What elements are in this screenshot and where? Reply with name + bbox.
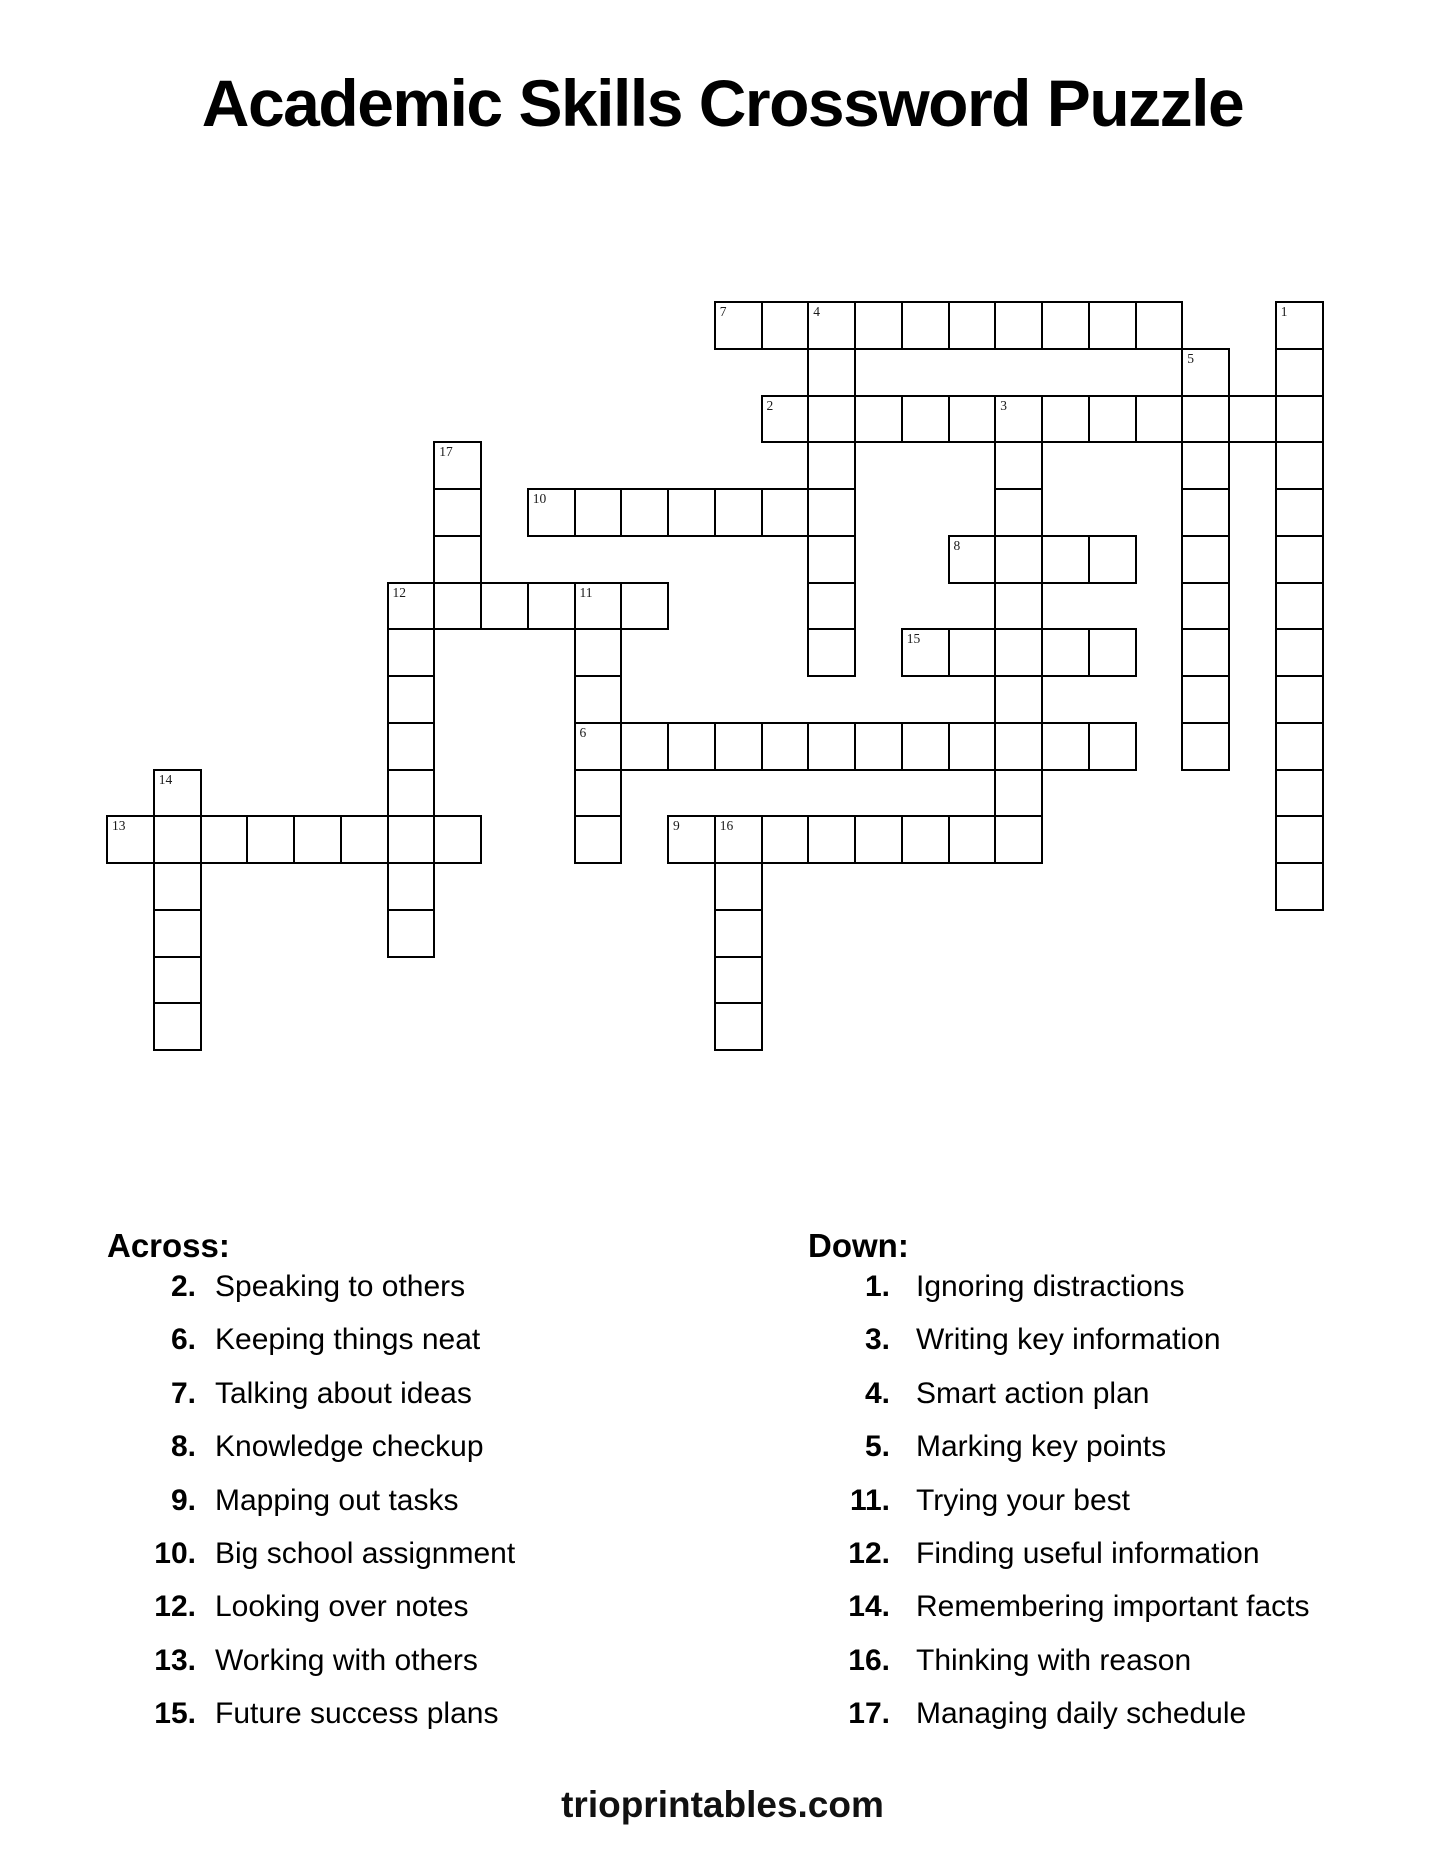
- grid-cell[interactable]: [854, 815, 903, 864]
- grid-cell[interactable]: [527, 582, 576, 631]
- crossword-grid: [106, 301, 1324, 1051]
- grid-cell[interactable]: [994, 582, 1043, 631]
- grid-cell[interactable]: [153, 769, 202, 818]
- grid-cell[interactable]: [1275, 301, 1324, 350]
- grid-cell[interactable]: [1181, 675, 1230, 724]
- grid-cell[interactable]: [1088, 628, 1137, 677]
- grid-cell[interactable]: [667, 815, 716, 864]
- clue-text: Writing key information: [916, 1323, 1221, 1357]
- grid-cell[interactable]: [667, 722, 716, 771]
- clue-number: 17.: [848, 1697, 890, 1731]
- grid-cell[interactable]: [433, 815, 482, 864]
- across-clue-item: [107, 1694, 747, 1747]
- cell-number: 5: [1187, 350, 1194, 366]
- across-clue-list: [107, 1267, 747, 1748]
- cell-number: 17: [439, 444, 453, 460]
- grid-cell[interactable]: [1181, 441, 1230, 490]
- cell-number: 13: [112, 818, 126, 834]
- grid-cell[interactable]: [387, 582, 436, 631]
- clue-number: 12.: [154, 1590, 196, 1624]
- grid-cell[interactable]: [153, 956, 202, 1005]
- cell-number: 11: [579, 584, 593, 600]
- across-clues-section: [107, 1226, 747, 1748]
- grid-cell[interactable]: [807, 395, 856, 444]
- across-clue-item: [107, 1641, 747, 1694]
- grid-cell[interactable]: [620, 722, 669, 771]
- cell-number: 16: [719, 818, 734, 834]
- grid-cell[interactable]: [807, 815, 856, 864]
- down-clue-item: [808, 1587, 1445, 1640]
- grid-cell[interactable]: [807, 628, 856, 677]
- grid-cell[interactable]: [994, 628, 1043, 677]
- grid-cell[interactable]: [994, 815, 1043, 864]
- grid-cell[interactable]: [387, 675, 436, 724]
- cell-number: 12: [392, 584, 406, 600]
- grid-cell[interactable]: [994, 395, 1043, 444]
- grid-cell[interactable]: [948, 301, 997, 350]
- grid-cell[interactable]: [387, 909, 436, 958]
- grid-cell[interactable]: [153, 862, 202, 911]
- grid-cell[interactable]: [527, 488, 576, 537]
- grid-cell[interactable]: [948, 535, 997, 584]
- clue-number: 14.: [848, 1590, 890, 1624]
- grid-cell[interactable]: [761, 722, 810, 771]
- clue-number: 12.: [848, 1536, 890, 1570]
- clue-number: 10.: [154, 1536, 196, 1570]
- grid-cell[interactable]: [854, 301, 903, 350]
- grid-cell[interactable]: [807, 582, 856, 631]
- cell-number: 15: [906, 631, 921, 647]
- grid-cell[interactable]: [1041, 722, 1090, 771]
- grid-cell[interactable]: [714, 722, 763, 771]
- grid-cell[interactable]: [994, 301, 1043, 350]
- grid-cell[interactable]: [1088, 301, 1137, 350]
- page-title: Academic Skills Crossword Puzzle: [201, 66, 1244, 140]
- down-clue-item: [808, 1267, 1445, 1320]
- grid-cell[interactable]: [994, 769, 1043, 818]
- clue-number: 15.: [154, 1697, 196, 1731]
- clue-text: Big school assignment: [215, 1536, 516, 1570]
- across-clue-item: [107, 1427, 747, 1480]
- grid-cell[interactable]: [807, 301, 856, 350]
- down-clue-list: [808, 1267, 1445, 1748]
- grid-cell[interactable]: [1275, 348, 1324, 397]
- grid-cell[interactable]: [574, 628, 623, 677]
- grid-cell[interactable]: [1228, 395, 1277, 444]
- grid-cell[interactable]: [1041, 535, 1090, 584]
- grid-cell[interactable]: [480, 582, 529, 631]
- grid-cell[interactable]: [106, 815, 155, 864]
- clue-number: 7.: [170, 1376, 196, 1410]
- clue-text: Keeping things neat: [215, 1323, 481, 1357]
- grid-cell[interactable]: [807, 535, 856, 584]
- grid-cell[interactable]: [340, 815, 389, 864]
- grid-cell[interactable]: [1181, 395, 1230, 444]
- cell-number: 6: [579, 724, 587, 740]
- grid-cell[interactable]: [1181, 348, 1230, 397]
- across-clue-item: [107, 1320, 747, 1373]
- grid-cell[interactable]: [714, 1002, 763, 1051]
- grid-cell[interactable]: [714, 909, 763, 958]
- grid-cell[interactable]: [807, 488, 856, 537]
- grid-cell[interactable]: [1181, 722, 1230, 771]
- grid-cell[interactable]: [433, 582, 482, 631]
- grid-cell[interactable]: [901, 301, 950, 350]
- cell-number: 14: [158, 771, 173, 787]
- grid-cell[interactable]: [854, 395, 903, 444]
- grid-cell[interactable]: [1275, 722, 1324, 771]
- grid-cell[interactable]: [433, 535, 482, 584]
- grid-cell[interactable]: [1088, 535, 1137, 584]
- grid-cell[interactable]: [574, 815, 623, 864]
- grid-cell[interactable]: [293, 815, 342, 864]
- grid-cell[interactable]: [1275, 628, 1324, 677]
- grid-cell[interactable]: [246, 815, 295, 864]
- grid-cell[interactable]: [714, 488, 763, 537]
- clue-text: Ignoring distractions: [916, 1270, 1185, 1303]
- grid-cell[interactable]: [1275, 488, 1324, 537]
- grid-cell[interactable]: [901, 815, 950, 864]
- grid-cell[interactable]: [901, 628, 950, 677]
- grid-cell[interactable]: [761, 395, 810, 444]
- grid-cell[interactable]: [761, 301, 810, 350]
- down-clue-item: [808, 1481, 1445, 1534]
- grid-cell[interactable]: [387, 862, 436, 911]
- clue-number: 2.: [170, 1270, 196, 1303]
- down-clue-item: [808, 1374, 1445, 1427]
- grid-cell[interactable]: [387, 769, 436, 818]
- grid-cell[interactable]: [1181, 628, 1230, 677]
- grid-cell[interactable]: [574, 675, 623, 724]
- grid-cell[interactable]: [1181, 488, 1230, 537]
- grid-cell[interactable]: [807, 441, 856, 490]
- grid-cell[interactable]: [1275, 395, 1324, 444]
- down-clue-item: [808, 1320, 1445, 1373]
- grid-cell[interactable]: [901, 722, 950, 771]
- grid-cell[interactable]: [994, 675, 1043, 724]
- across-clue-item: [107, 1534, 747, 1587]
- grid-cell[interactable]: [714, 956, 763, 1005]
- clue-text: Knowledge checkup: [215, 1430, 484, 1464]
- grid-cell[interactable]: [574, 488, 623, 537]
- grid-cell[interactable]: [1275, 675, 1324, 724]
- grid-cell[interactable]: [807, 722, 856, 771]
- grid-cell[interactable]: [948, 395, 997, 444]
- across-clue-item: [107, 1267, 747, 1320]
- grid-cell[interactable]: [1181, 535, 1230, 584]
- grid-cell[interactable]: [1275, 441, 1324, 490]
- clue-text: Talking about ideas: [215, 1376, 472, 1410]
- grid-cell[interactable]: [948, 722, 997, 771]
- grid-cell[interactable]: [948, 628, 997, 677]
- grid-cell[interactable]: [1275, 769, 1324, 818]
- cell-number: 1: [1280, 304, 1288, 319]
- grid-cell[interactable]: [1088, 395, 1137, 444]
- down-clue-item: [808, 1534, 1445, 1587]
- clue-text: Working with others: [215, 1643, 478, 1677]
- grid-cell[interactable]: [153, 1002, 202, 1051]
- grid-cell[interactable]: [1088, 722, 1137, 771]
- grid-cell[interactable]: [994, 535, 1043, 584]
- grid-cell[interactable]: [1275, 535, 1324, 584]
- grid-cell[interactable]: [714, 815, 763, 864]
- grid-cell[interactable]: [901, 395, 950, 444]
- grid-cell[interactable]: [948, 815, 997, 864]
- clue-number: 3.: [864, 1323, 890, 1357]
- down-clue-item: [808, 1427, 1445, 1480]
- clue-text: Looking over notes: [215, 1590, 469, 1624]
- cell-number: 7: [719, 304, 727, 319]
- across-clue-item: [107, 1374, 747, 1427]
- clue-text: Trying your best: [916, 1483, 1130, 1517]
- grid-cell[interactable]: [854, 722, 903, 771]
- grid-cell[interactable]: [200, 815, 249, 864]
- clue-number: 6.: [170, 1323, 196, 1357]
- grid-cell[interactable]: [433, 488, 482, 537]
- clue-number: 13.: [154, 1643, 196, 1677]
- grid-cell[interactable]: [1275, 862, 1324, 911]
- grid-cell[interactable]: [153, 815, 202, 864]
- grid-cell[interactable]: [620, 582, 669, 631]
- grid-cell[interactable]: [994, 722, 1043, 771]
- across-clue-item: [107, 1481, 747, 1534]
- clue-number: 4.: [864, 1376, 890, 1410]
- cell-number: 10: [532, 491, 547, 506]
- grid-cell[interactable]: [1135, 301, 1184, 350]
- cell-number: 9: [673, 818, 680, 834]
- cell-number: 3: [1000, 397, 1007, 413]
- across-clue-item: [107, 1587, 747, 1640]
- grid-cell[interactable]: [574, 722, 623, 771]
- clue-text: Managing daily schedule: [916, 1697, 1247, 1731]
- grid-cell[interactable]: [994, 441, 1043, 490]
- grid-cell[interactable]: [387, 815, 436, 864]
- clue-text: Finding useful information: [916, 1536, 1260, 1570]
- cell-number: 2: [766, 397, 774, 413]
- grid-cell[interactable]: [714, 301, 763, 350]
- grid-cell[interactable]: [387, 722, 436, 771]
- cell-number: 8: [953, 537, 961, 553]
- grid-cell[interactable]: [761, 815, 810, 864]
- clue-number: 5.: [864, 1430, 890, 1464]
- down-header: Down:: [808, 1227, 909, 1264]
- grid-cell[interactable]: [807, 348, 856, 397]
- clue-text: Marking key points: [916, 1430, 1167, 1464]
- grid-cell[interactable]: [620, 488, 669, 537]
- clue-text: Remembering important facts: [916, 1590, 1310, 1624]
- grid-cell[interactable]: [1041, 301, 1090, 350]
- grid-cell[interactable]: [1041, 395, 1090, 444]
- grid-cell[interactable]: [1181, 582, 1230, 631]
- grid-cell[interactable]: [153, 909, 202, 958]
- across-header: Across:: [107, 1227, 230, 1264]
- clue-text: Future success plans: [215, 1697, 499, 1731]
- grid-cell[interactable]: [761, 488, 810, 537]
- grid-cell[interactable]: [433, 441, 482, 490]
- clue-text: Smart action plan: [916, 1376, 1150, 1410]
- clue-text: Speaking to others: [215, 1270, 466, 1303]
- grid-cell[interactable]: [574, 582, 623, 631]
- grid-cell[interactable]: [1135, 395, 1184, 444]
- grid-cell[interactable]: [667, 488, 716, 537]
- clue-text: Mapping out tasks: [215, 1483, 459, 1517]
- clue-number: 11.: [849, 1483, 890, 1517]
- clue-number: 9.: [170, 1483, 196, 1517]
- clue-number: 16.: [848, 1643, 890, 1677]
- grid-cell[interactable]: [1275, 815, 1324, 864]
- grid-cell[interactable]: [714, 862, 763, 911]
- clue-text: Thinking with reason: [916, 1643, 1192, 1677]
- clue-number: 1.: [864, 1270, 890, 1303]
- grid-cell[interactable]: [574, 769, 623, 818]
- down-clues-section: [808, 1226, 1445, 1748]
- grid-cell[interactable]: [994, 488, 1043, 537]
- down-clue-item: [808, 1694, 1445, 1747]
- grid-cell[interactable]: [1275, 582, 1324, 631]
- grid-cell[interactable]: [387, 628, 436, 677]
- down-clue-item: [808, 1641, 1445, 1694]
- grid-cell[interactable]: [1041, 628, 1090, 677]
- cell-number: 4: [813, 304, 820, 319]
- clue-number: 8.: [170, 1430, 196, 1464]
- footer-site-name: trioprintables.com: [561, 1784, 884, 1825]
